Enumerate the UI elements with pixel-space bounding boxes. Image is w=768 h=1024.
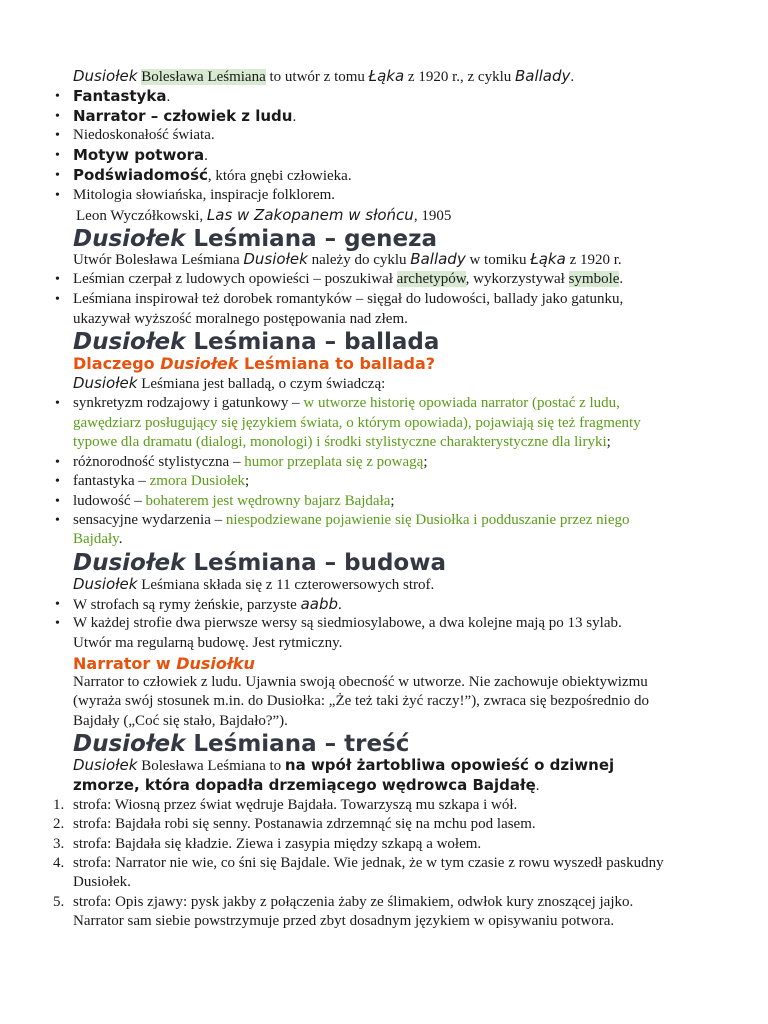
bullet-icon: • [55, 513, 60, 528]
list-item-continued: ukazywał wyższość moralnego postępowania nad złem. [73, 311, 408, 327]
bullet-icon: • [55, 148, 60, 163]
list-item: Podświadomość, która gnębi człowieka. [73, 166, 352, 184]
symbols-highlight[interactable]: symbole [568, 271, 620, 287]
bullet-icon: • [55, 474, 60, 489]
list-item: fantastyka – zmora Dusiołek; [73, 473, 250, 489]
list-item: Motyw potwora. [73, 146, 208, 164]
numbered-item: strofa: Bajdała się kładzie. Ziewa i zasypia między szkapą a wołem. [73, 836, 482, 852]
list-item: Niedoskonałość świata. [73, 127, 215, 143]
bullet-icon: • [55, 292, 60, 307]
intro-paragraph: Dusiołek Bolesława Leśmiana to utwór z tomu Łąka z 1920 r., z cyklu Ballady. [73, 67, 575, 85]
paragraph-line: (wyraża swój stosunek m.in. do Dusiołka: „Że też taki żyć raczy!”), zwraca się bezpośrednio do [73, 693, 650, 709]
list-item: Mitologia słowiańska, inspiracje folklorem. [73, 187, 336, 203]
subheading-why-ballad: Dlaczego Dusiołek Leśmiana to ballada? [73, 354, 436, 373]
bullet-icon: • [55, 272, 60, 287]
bullet-icon: • [55, 168, 60, 183]
bullet-icon: • [55, 188, 60, 203]
list-item-continued: Bajdały. [73, 531, 123, 547]
bullet-icon: • [55, 597, 60, 612]
list-item-continued: Utwór ma regularną budowę. Jest rytmiczny. [73, 635, 343, 651]
list-item: ludowość – bohaterem jest wędrowny bajarz Bajdała; [73, 493, 395, 509]
work-title: Dusiołek [73, 67, 138, 85]
list-item: W każdej strofie dwa pierwsze wersy są siedmiosylabowe, a dwa kolejne mają po 13 sylab. [73, 615, 622, 631]
bullet-icon: • [55, 396, 60, 411]
heading-geneza: Dusiołek Leśmiana – geneza [73, 226, 438, 252]
list-number: 4. [53, 855, 65, 871]
list-number: 2. [53, 816, 65, 832]
archetypes-highlight[interactable]: archetypów [396, 271, 466, 287]
list-item: Leśmian czerpał z ludowych opowieści – poszukiwał archetypów, wykorzystywał symbole. [73, 271, 624, 287]
list-item: różnorodność stylistyczna – humor przeplata się z powagą; [73, 454, 428, 470]
bullet-icon: • [55, 494, 60, 509]
numbered-item: strofa: Opis zjawy: pysk jakby z połączenia żaby ze ślimakiem, odwłok kury znoszącej jajko. [73, 894, 634, 910]
numbered-item: strofa: Wiosną przez świat wędruje Bajdała. Towarzyszą mu szkapa i wół. [73, 797, 518, 813]
bullet-icon: • [55, 616, 60, 631]
author-highlight[interactable]: Bolesława Leśmiana [141, 69, 266, 85]
list-item: sensacyjne wydarzenia – niespodziewane pojawienie się Dusiołka i podduszanie przez niego [73, 512, 630, 528]
list-item-continued: typowe dla dramatu (dialogi, monologi) i środki stylistyczne charakterystyczne dla liryki; [73, 434, 611, 450]
list-item: synkretyzm rodzajowy i gatunkowy – w utworze historię opowiada narrator (postać z ludu, [73, 395, 620, 411]
paragraph-continued: zmorze, która dopadła drzemiącego wędrowca Bajdałę. [73, 776, 540, 794]
list-number: 5. [53, 894, 65, 910]
list-item: Narrator – człowiek z ludu. [73, 107, 297, 125]
paragraph: Utwór Bolesława Leśmiana Dusiołek należy do cyklu Ballady w tomiku Łąka z 1920 r. [73, 250, 622, 268]
bullet-icon: • [55, 89, 60, 104]
paragraph-line: Bajdały („Coć się stało, Bajdało?”). [73, 713, 288, 729]
list-number: 1. [53, 797, 65, 813]
bullet-icon: • [55, 455, 60, 470]
numbered-item-continued: Dusiołek. [73, 874, 131, 890]
paragraph-line: Narrator to człowiek z ludu. Ujawnia swoją obecność w utworze. Nie zachowuje obiektywizmu [73, 674, 648, 690]
paragraph: Dusiołek Bolesława Leśmiana to na wpół żartobliwa opowieść o dziwnej [73, 756, 615, 774]
list-item: W strofach są rymy żeńskie, parzyste aabb. [73, 595, 342, 613]
paragraph: Dusiołek Leśmiana składa się z 11 czterowersowych strof. [73, 575, 435, 593]
bullet-icon: • [55, 128, 60, 143]
heading-narrator: Narrator w Dusiołku [73, 654, 255, 673]
numbered-item: strofa: Narrator nie wie, co śni się Bajdale. Wie jednak, że w tym czasie z rowu wyszedł paskudny [73, 855, 664, 871]
paragraph: Dusiołek Leśmiana jest balladą, o czym świadczą: [73, 374, 386, 392]
heading-tresc: Dusiołek Leśmiana – treść [73, 731, 410, 757]
numbered-item-continued: Narrator sam siebie powstrzymuje przed zbyt dosadnym językiem w opisywaniu potwora. [73, 913, 615, 929]
list-number: 3. [53, 836, 65, 852]
bullet-icon: • [55, 109, 60, 124]
list-item-continued: gawędziarz posługujący się językiem świata, o którym opowiada), pojawiają się też fragmenty [73, 415, 641, 431]
heading-ballada: Dusiołek Leśmiana – ballada [73, 329, 440, 355]
image-caption: Leon Wyczółkowski, Las w Zakopanem w słońcu, 1905 [76, 206, 452, 224]
list-item: Fantastyka. [73, 87, 171, 105]
heading-budowa: Dusiołek Leśmiana – budowa [73, 550, 446, 576]
list-item: Leśmiana inspirował też dorobek romantyków – sięgał do ludowości, ballady jako gatunku, [73, 291, 624, 307]
numbered-item: strofa: Bajdała robi się senny. Postanawia zdrzemnąć się na mchu pod lasem. [73, 816, 536, 832]
